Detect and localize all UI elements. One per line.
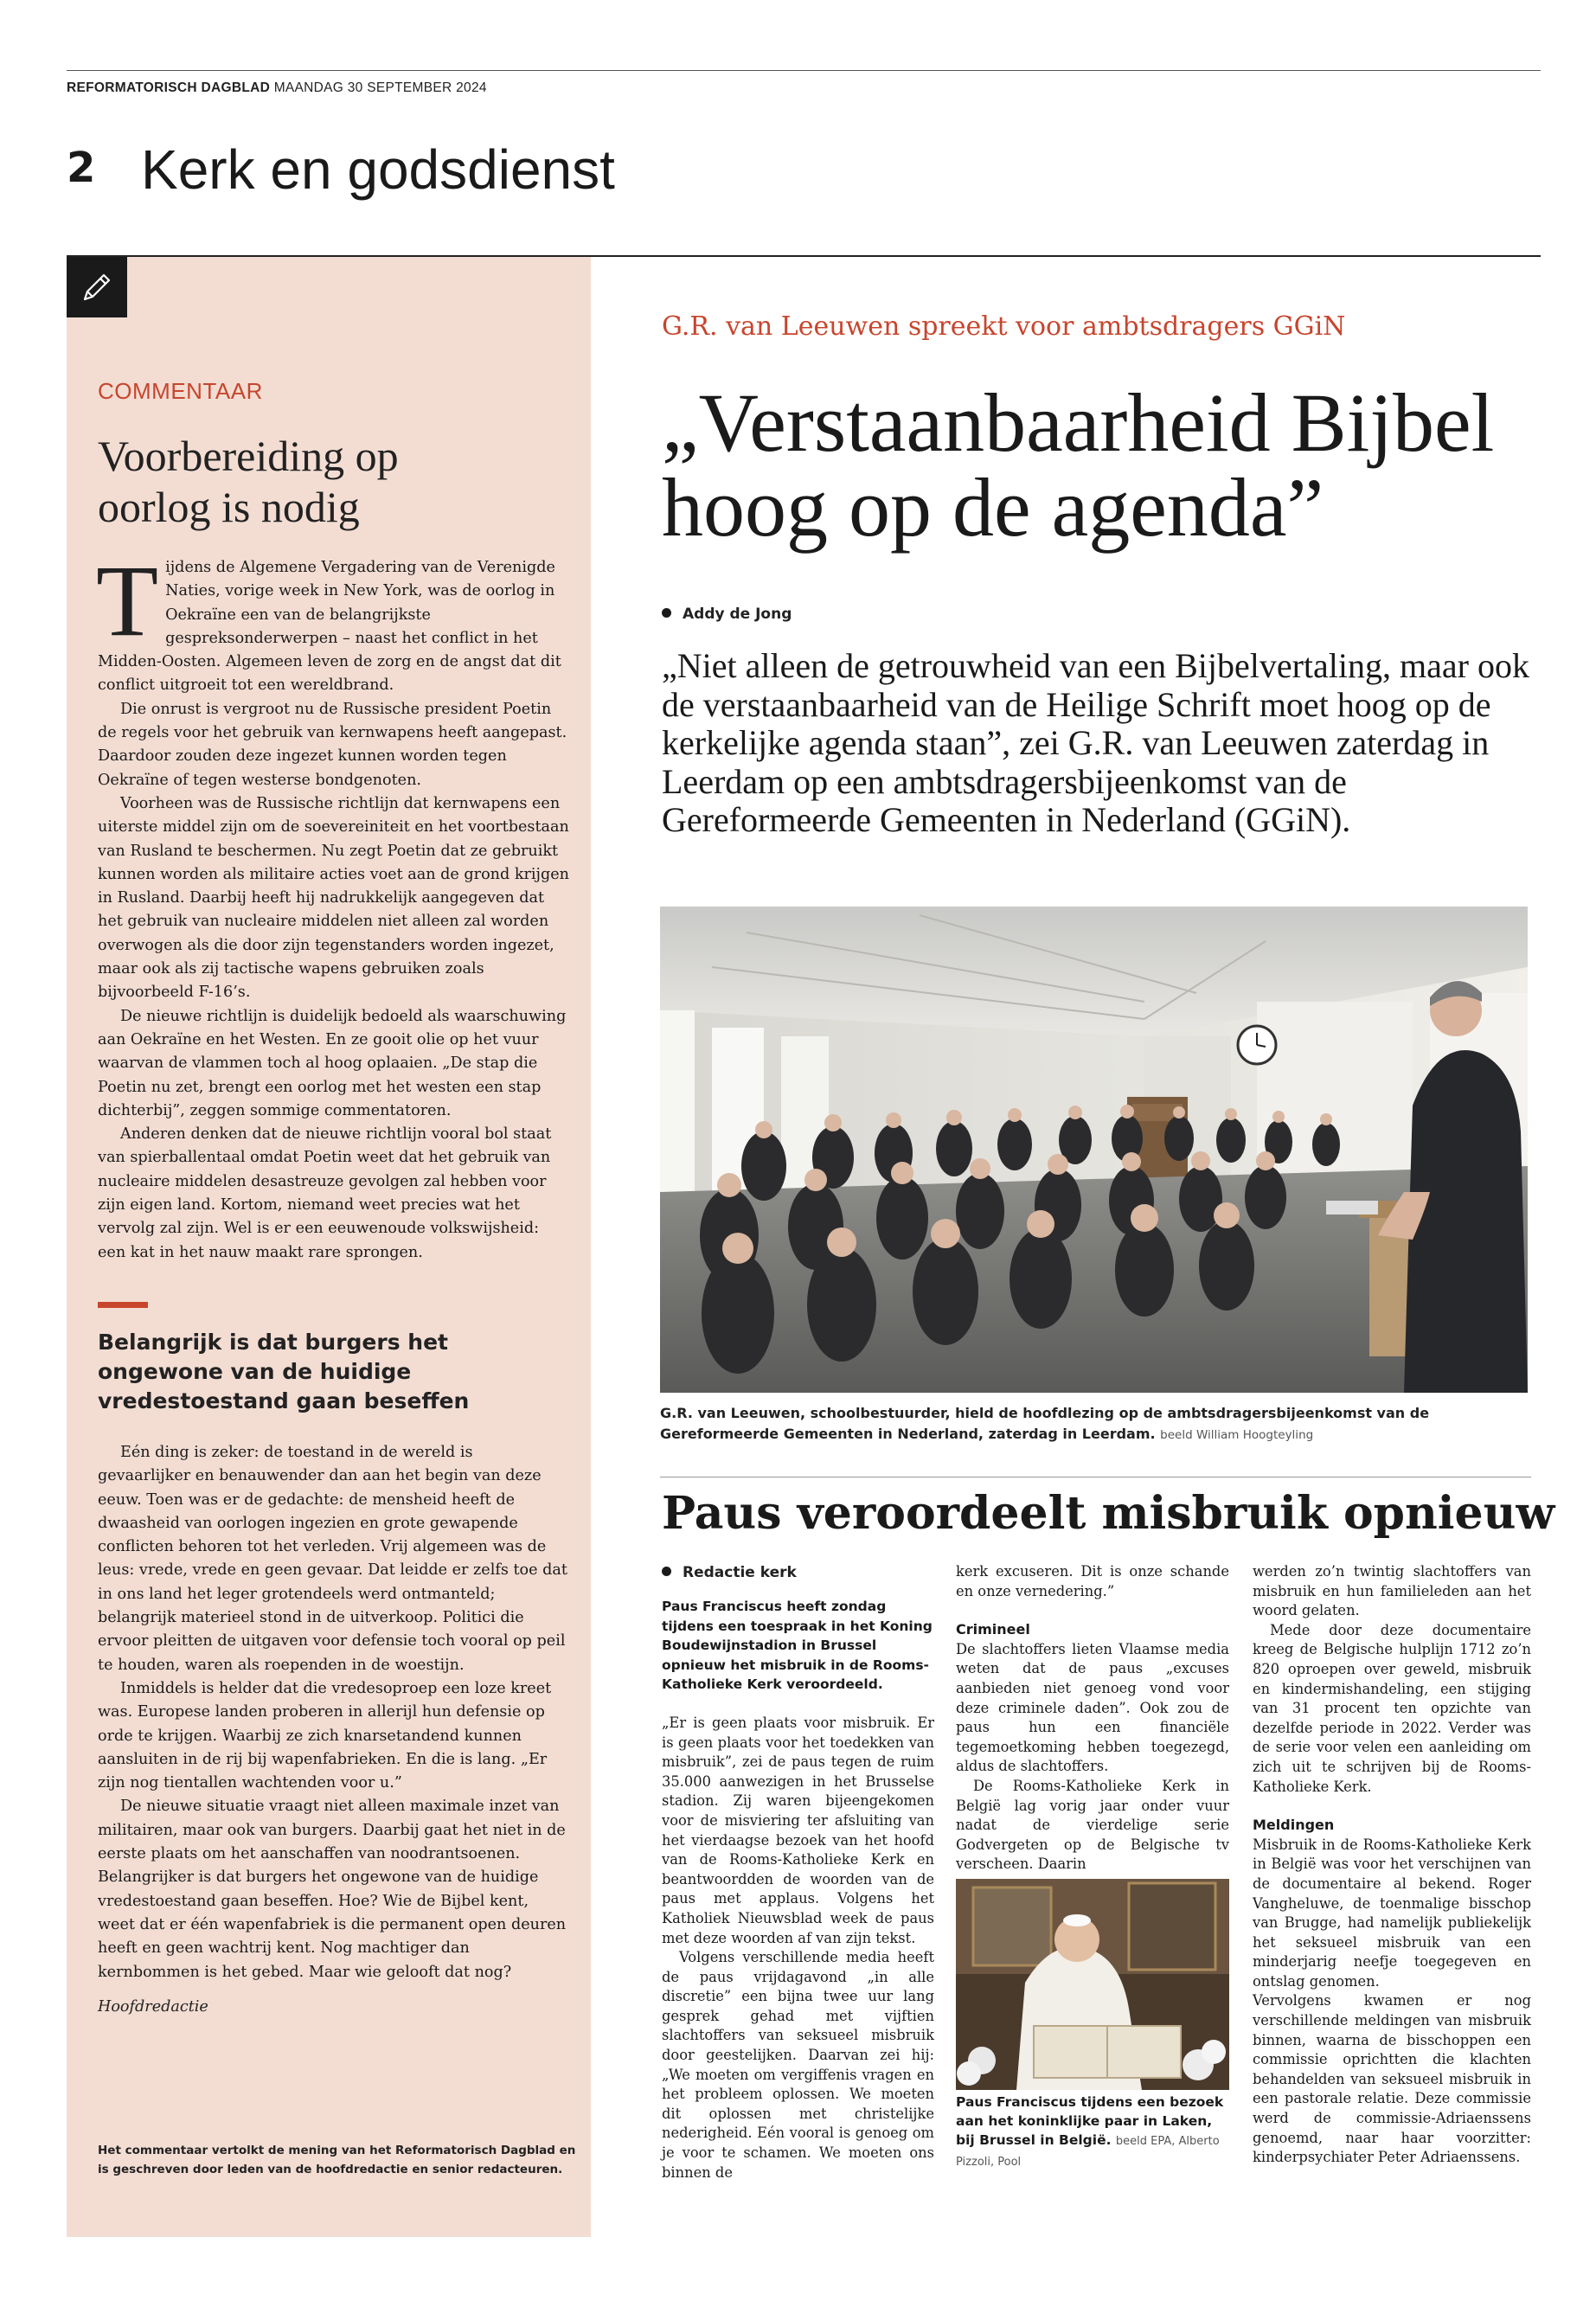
paragraph: De slachtoffers lieten Vlaamse media weten dat de paus „excuses aanbieden niet genoeg vond voor deze criminele daden”. Ook zou de paus hun een financiële tegemoetkoming hebben toegezegd, aldus de slachtoffers. (956, 1640, 1229, 1775)
photo-credit: beeld William Hoogteyling (1160, 1428, 1314, 1442)
commentary-title (98, 431, 565, 533)
top-rule (67, 70, 1541, 71)
commentary-body (96, 544, 570, 1265)
paragraph: „Er is geen plaats voor misbruik. Er is geen plaats voor het toedekken van misbruik”, zei de paus tegen de ruim 35.000 aanwezigen in het Brusselse stadion. Zij waren bijeengekomen voor de misviering ter afsluiting van het vierdaagse bezoek van het hoofd van de Rooms-Katholieke Kerk en beantwoordden de woorden van de paus met applaus. Volgens het Katholiek Nieuwsblad week de paus met deze woorden af van zijn tekst. (662, 1714, 934, 1946)
section-title: Kerk en godsdienst (141, 138, 615, 201)
meeting-photo (660, 907, 1528, 1393)
pull-quote: Belangrijk is dat burgers het ongewone van de huidige vredestoestand gaan beseffen (98, 1330, 470, 1413)
paragraph: Die onrust is vergroot nu de Russische president Poetin de regels voor het gebruik van kernwapens heeft aangepast. Daardoor zouden deze ingezet kunnen worden tegen Oekraïne of tegen westerse bondgenoten. (98, 700, 567, 789)
commentary-kicker: COMMENTAAR (98, 378, 263, 404)
accent-dash (98, 1302, 148, 1308)
photo-caption (660, 1403, 1528, 1445)
pope-photo (956, 1879, 1229, 2090)
caption-text: G.R. van Leeuwen, schoolbestuurder, hield de hoofdlezing op de ambtsdragersbijeenkomst van de Gereformeerde Gemeenten in Nederland, zaterdag in Leerdam. (660, 1405, 1430, 1442)
bullet-icon (662, 1567, 671, 1576)
headline-line: hoog op de agenda” (662, 461, 1324, 554)
article-intro: Paus Franciscus heeft zondag tijdens een toespraak in het Koning Boudewijnstadion in Brussel opnieuw het misbruik in de Rooms-Katholieke Kerk veroordeeld. (662, 1599, 933, 1693)
paragraph: kerk excuseren. Dit is onze schande en onze vernedering.” (956, 1563, 1229, 1599)
subheading: Crimineel (956, 1621, 1030, 1638)
paragraph: Anderen denken dat de nieuwe richtlijn vooral bol staat van spierballentaal omdat Poetin weet dat het gebruik van nucleaire middelen desastreuze gevolgen zal hebben voor zijn eigen land. Kortom, niemand weet precies wat het vervolg zal zijn. Wel is er een eeuwenoude volkswijsheid: een kat in het nauw maakt rare sprongen. (98, 1125, 552, 1261)
paragraph: Voorheen was de Russische richtlijn dat kernwapens een uiterste middel zijn om de soevereiniteit en het voortbestaan van Rusland te beschermen. Nu zegt Poetin dat ze gebruikt kunnen worden als militaire acties voet aan de grond krijgen in Rusland. Daarbij heeft hij nadrukkelijk aangegeven dat het gebruik van nucleaire middelen niet alleen zal worden overwogen als die door zijn tegenstanders worden ingezet, maar ook als zij tactische wapens gebruiken zoals bijvoorbeeld F-16’s. (98, 794, 570, 1002)
text-column (956, 1562, 1229, 1875)
page-number: 2 (67, 144, 96, 192)
masthead (67, 80, 487, 96)
author-name: Addy de Jong (683, 606, 792, 623)
pope-article-headline: Paus veroordeelt misbruik opnieuw (662, 1487, 1555, 1540)
paragraph: Inmiddels is helder dat die vredesoproep een loze kreet was. Europese landen proberen in allerijl hun defensie op orde te krijgen. Waarbij ze zich knarsetandend kunnen aansluiten in de rij bij wapenfabrieken. En die is lang. „Er zijn nog tientallen wachtenden voor u.” (98, 1679, 552, 1792)
caption-text: Paus Franciscus tijdens een bezoek aan het koninklijke paar in Laken, bij Brussel in België. (956, 2094, 1224, 2148)
issue-date: MAANDAG 30 SEPTEMBER 2024 (273, 80, 487, 95)
headline-line: „Verstaanbaarheid Bijbel (662, 376, 1495, 469)
paragraph: De nieuwe richtlijn is duidelijk bedoeld als waarschuwing aan Oekraïne en het Westen. En ze gooit olie op het vuur waarvan de vlammen toch al hoog oplaaien. „De stap die Poetin nu zet, brengt een oorlog met het westen een stap dichterbij”, zeggen sommige commentatoren. (98, 1007, 567, 1119)
commentary-body-2 (98, 1441, 569, 1984)
commentary-title-line: oorlog is nodig (98, 483, 360, 531)
author-name: Redactie kerk (683, 1564, 797, 1581)
photo-credit: beeld EPA, Alberto Pizzoli, Pool (956, 2135, 1220, 2169)
text-column (662, 1597, 934, 2182)
pope-article-byline (662, 1564, 797, 1581)
paragraph: Mede door deze documentaire kreeg de Belgische hulplijn 1712 zo’n 820 oproepen over geweld, misbruik en kindermishandeling, een stijging van 31 procent ten opzichte van dezelfde periode in 2022. Verder was de serie voor velen een aanleiding om zich uit te schrijven bij de Rooms-Katholieke Kerk. (1253, 1621, 1531, 1795)
subheading: Meldingen (1253, 1817, 1335, 1834)
article-headline (662, 376, 1535, 554)
text-column (1253, 1562, 1531, 2168)
article-byline (662, 606, 792, 623)
paragraph: Misbruik in de Rooms-Katholieke Kerk in België was voor het verschijnen van de documentaire al bekend. Roger Vangheluwe, de toenmalige bisschop van Brugge, had namelijk publiekelijk het seksueel misbruik van een minderjarig neefje toegegeven en ontslag genomen. (1253, 1836, 1531, 1990)
commentary-disclaimer: Het commentaar vertolkt de mening van het Reformatorisch Dagblad en is geschreven door leden van de hoofdredactie en senior redacteuren. (98, 2144, 576, 2176)
newspaper-name: REFORMATORISCH DAGBLAD (67, 80, 271, 95)
pen-icon (67, 257, 127, 317)
paragraph: De Rooms-Katholieke Kerk in België lag vorig jaar onder vuur nadat de vierdelige serie Godvergeten op de Belgische tv verscheen. Daarin (956, 1777, 1229, 1873)
paragraph: werden zo’n twintig slachtoffers van misbruik en hun familieleden aan het woord gelaten. (1253, 1563, 1531, 1619)
paragraph: ijdens de Algemene Vergadering van de Verenigde Naties, vorige week in New York, was de oorlog in Oekraïne een van de belangrijkste gespreksonderwerpen – naast het conflict in het Midden-Oosten. Algemeen leven de zorg en de angst dat dit conflict uitgroeit tot een wereldbrand. (98, 559, 561, 695)
drop-cap: T (96, 544, 159, 657)
paragraph: Volgens verschillende media heeft de paus vrijdagavond „in alle discretie” een bijna twee uur lang gesprek gehad met vijftien slachtoffers van seksueel misbruik door geestelijken. Daarvan zei hij: „We moeten om vergiffenis vragen en het probleem oplossen. We moeten dit oplossen met christelijke nederigheid. Eén vooral is genoeg om je voor te schamen. We moeten ons binnen de (662, 1949, 934, 2181)
article-lead: „Niet alleen de getrouwheid van een Bijbelvertaling, maar ook de verstaanbaarheid van de Heilige Schrift moet hoog op de kerkelijke agenda staan”, zei G.R. van Leeuwen zaterdag in Leerdam op een ambtsdragersbijeenkomst van de Gereformeerde Gemeenten in Nederland (GGiN). (662, 646, 1529, 839)
commentary-title-line: Voorbereiding op (98, 432, 399, 480)
bullet-icon (662, 608, 671, 618)
article-kicker: G.R. van Leeuwen spreekt voor ambtsdragers GGiN (662, 311, 1346, 342)
paragraph: Vervolgens kwamen er nog verschillende meldingen van misbruik binnen, waarna de bisschoppen een commissie oprichtten die klachten behandelden van seksueel misbruik in een pastorale relatie. Deze commissie werd de commissie-Adriaenssens genoemd, naar haar voorzitter: kinderpsychiater Peter Adriaenssens. (1253, 1992, 1531, 2166)
commentary-signature: Hoofdredactie (98, 1998, 208, 2016)
paragraph: Eén ding is zeker: de toestand in de wereld is gevaarlijker en benauwender dan aan het begin van deze eeuw. Toen was er de gedachte: de mensheid heeft de dwaasheid van oorlogen ingezien en grote gewapende conflicten behoren tot het verleden. Vrij algemeen was de leus: vrede, vrede en geen gevaar. Dat leidde er zelfs toe dat in ons land het leger grotendeels werd ontmanteld; belangrijk materieel stond in de uitverkoop. Politici die ervoor pleitten de uitgaven voor defensie toch vooral op peil te houden, waren als roependen in de woestijn. (98, 1444, 567, 1674)
paragraph: De nieuwe situatie vraagt niet alleen maximale inzet van militairen, maar ook van burgers. Daarbij gaat het niet in de eerste plaats om het aanschaffen van noodrantsoenen. Belangrijker is dat burgers het ongewone van de huidige vredestoestand gaan beseffen. Hoe? Wie de Bijbel kent, weet dat er één wapenfabriek is die permanent open deuren heeft en geen wachtrij kent. Nog machtiger dan kernbommen is het gebed. Maar wie gelooft dat nog? (98, 1798, 567, 1981)
pope-photo-caption (956, 2093, 1229, 2172)
